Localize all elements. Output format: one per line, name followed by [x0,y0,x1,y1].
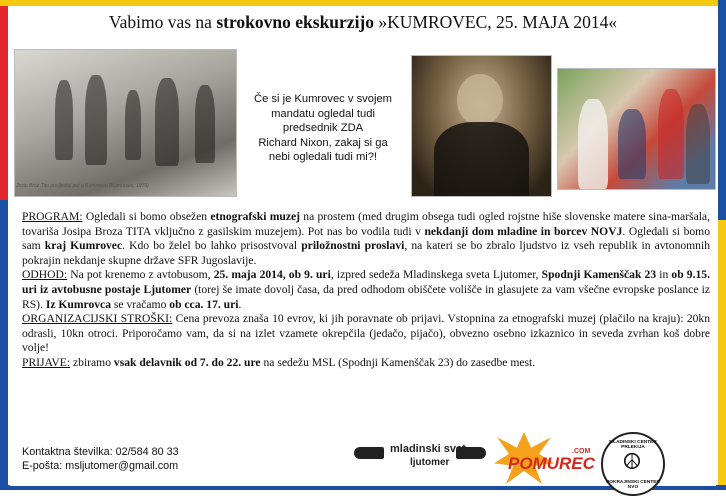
quote-line: mandatu ogledal tudi [271,107,375,120]
prijave-paragraph [22,356,710,371]
mladinski-center-prlekija-logo [601,432,665,496]
poster-title [0,12,726,33]
quote-line: Če si je Kumrovec v svojem [253,93,393,105]
contact-email[interactable]: E-pošta: msljutomer@gmail.com [22,460,179,472]
program-bold: nekdanji dom mladine in borcev NOVJ [424,224,623,238]
odhod-text: se vračamo [111,297,170,311]
photo-children-pottery [557,68,716,190]
prijave-text: zbiramo [70,355,114,369]
title-bold: strokovno ekskurzijo [216,12,375,32]
odhod-bold: Iz Kumrovca [45,297,111,311]
msl-logo-bottom: ljutomer [410,457,450,468]
quote-line: Richard Nixon, zakaj si ga [258,136,388,149]
border-blue-left [0,200,8,490]
stroski-paragraph [22,312,710,356]
odhod-paragraph [22,268,710,312]
odhod-text: , izpred sedeža Mladinskega sveta Ljutomer, [330,268,542,282]
poster-body [22,210,710,371]
odhod-bold: 25. maja 2014, ob 9. uri [213,268,331,282]
program-bold: etnografski muzej [210,210,300,223]
stroski-text: Cena prevoza znaša 10 evrov, ki jih poravnate ob prijavi. Vstopnina za etnografski muzej (plačilo na kraju): 20kn odrasli, 10kn otroci. Priporočamo vam, da si na izlet vzamete okrepčila (jedačo, pijačo), obvezno osebno izkaznico in seveda zvrhan koš dobre volje! [22,312,711,355]
program-text: na prostem (med drugim obsega tudi ogled rojstne hiše slovenske matere sina-maršala, tovariša Josipa Broza TITA vključno z gasilskim muzejem). Pot nas bo vodila tudi v [22,210,710,238]
odhod-text: Na pot krenemo z avtobusom, [67,268,214,282]
title-prefix: Vabimo vas na [108,12,217,32]
program-bold: kraj Kumrovec [44,239,123,253]
contact-phone: Kontaktna številka: 02/584 80 33 [22,446,179,458]
odhod-bold: ob 9.15. uri iz avtobusne postaje Ljutomer [22,268,710,296]
border-blue-right [718,0,726,220]
prijave-heading: PRIJAVE: [22,355,71,369]
photo-historical-group [14,49,237,197]
title-rest: »KUMROVEC, 25. MAJA 2014« [374,12,618,32]
peace-icon: ☮ [622,450,642,475]
odhod-text: (torej še imate dovolj časa, da pred odhodom obiščete volišče in glasujete za vam všečne evropske poslance iz RS). [22,282,710,311]
contact-info [22,445,179,473]
nixon-quote [238,92,408,165]
prijave-bold: vsak delavnik od 7. do 22. ure [113,355,261,369]
odhod-bold: Spodnji Kamenščak 23 [541,268,657,282]
quote-line: predsednik ZDA [282,122,364,135]
border-yellow-top [0,0,726,6]
odhod-text: . [238,297,242,311]
program-text: . Kdo bo želel bo lahko prisostvoval [122,239,302,253]
pomurec-logo [494,432,595,484]
prijave-text: na sedežu MSL (Spodnji Kamenščak 23) do zasedbe mest. [260,355,536,369]
odhod-heading: ODHOD: [22,268,68,282]
photo-caption: Josip Broz Tito posljednji put u Kumrovcu (Kumrovec, 1979) [16,183,149,189]
hand-left-icon [354,447,384,459]
center-logo-bottom: POKRAJINSKI CENTER NVO [606,480,660,490]
program-text: Ogledali si bomo obsežen [82,210,211,223]
odhod-bold: ob cca. 17. uri [169,297,239,311]
program-text: . Ogledali si bomo sam [22,224,710,253]
program-text: , na kateri se bo zbralo ljudstvo iz vseh republik in avtonomnih pokrajin nekdanje skupne države SFR Jugoslavije. [22,239,710,267]
program-bold: priložnostni proslavi [301,239,405,253]
program-paragraph [22,210,710,268]
mladinski-svet-logo [352,441,488,471]
pomurec-logo-text: POMUREC [508,454,595,473]
program-heading: PROGRAM: [22,210,83,223]
stroski-heading: ORGANIZACIJSKI STROŠKI: [22,312,173,326]
border-yellow-right [718,220,726,490]
pomurec-logo-com: .COM [572,448,591,455]
odhod-text: in [656,268,672,282]
photo-tito-portrait [411,55,552,197]
msl-logo-top: mladinski svet [390,443,466,455]
center-logo-top: MLADINSKI CENTER PRLEKIJA [609,440,657,450]
quote-line: nebi ogledali tudi mi?! [268,151,378,164]
